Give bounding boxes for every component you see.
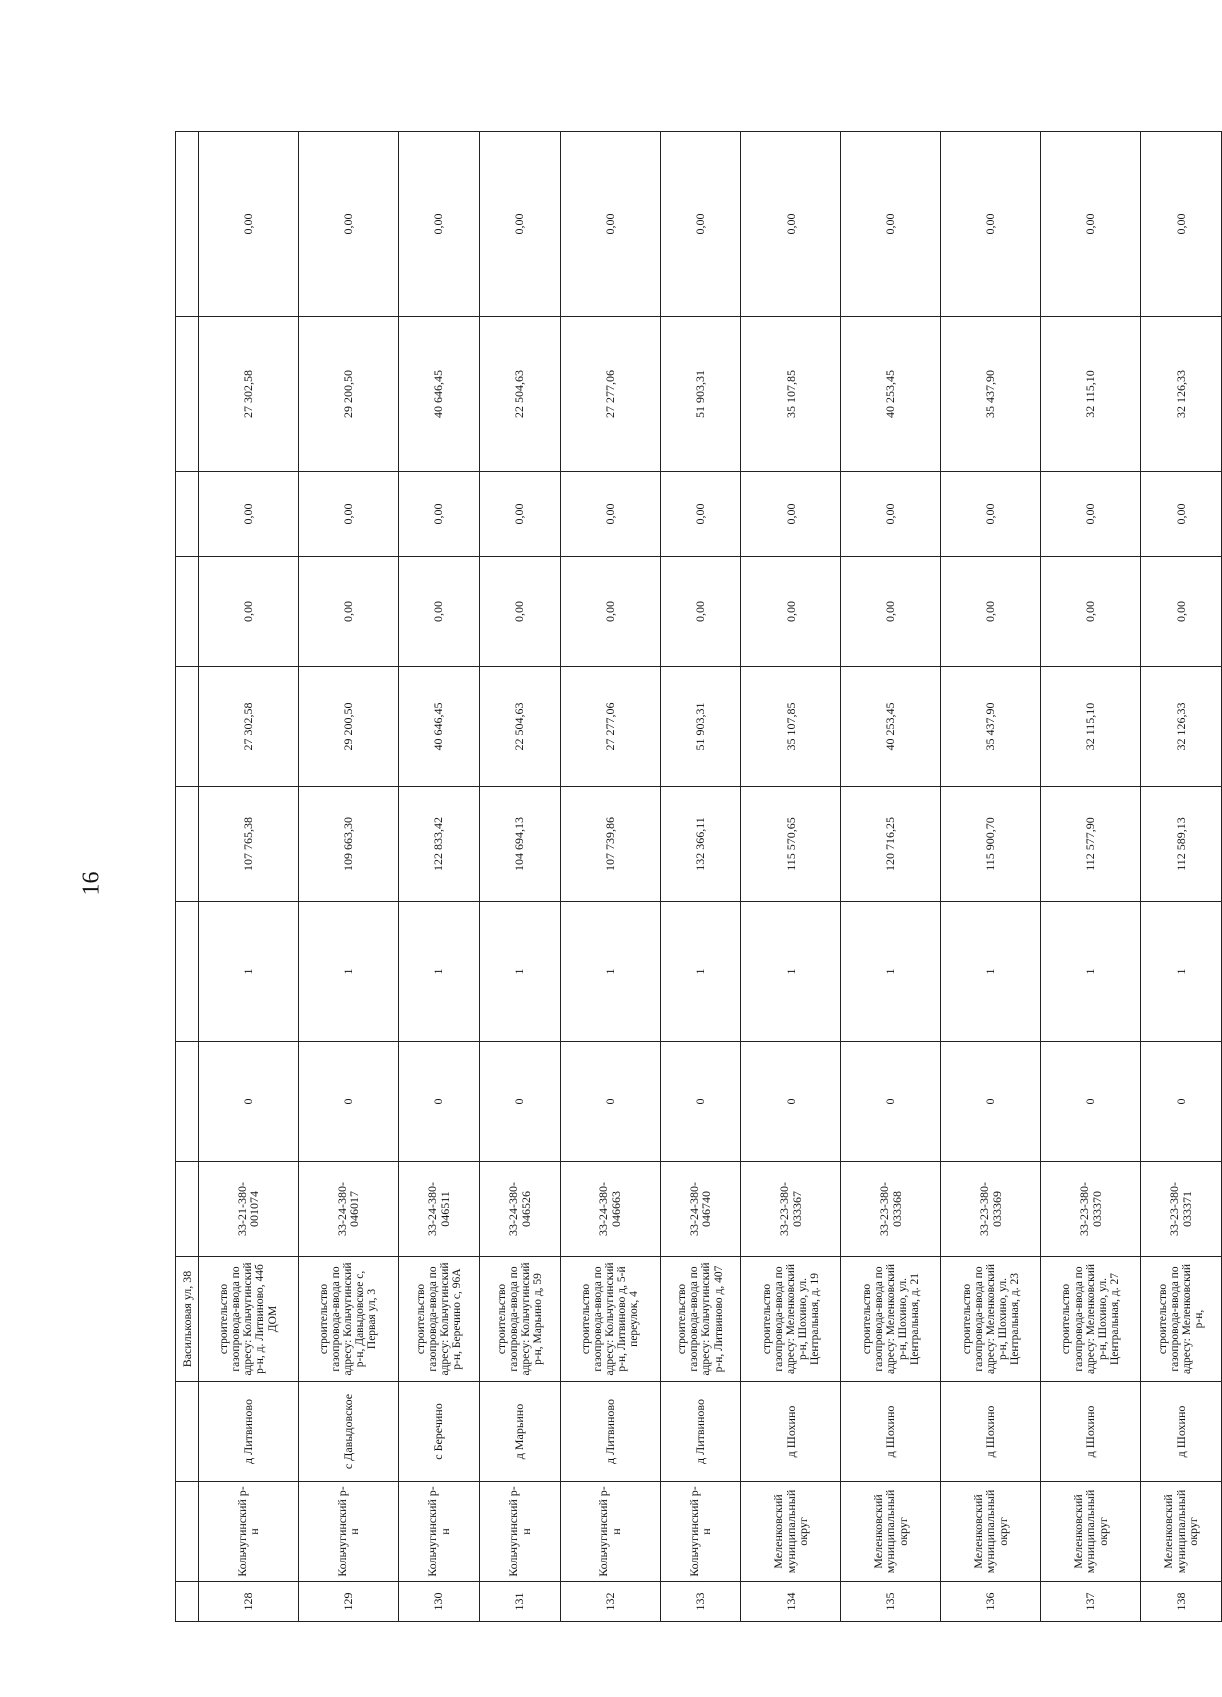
value-cell: 0,00: [199, 132, 299, 317]
value-cell: 0,00: [741, 472, 841, 557]
cost-cell: 104 694,13: [479, 787, 560, 902]
locality-cell: с Давыдовское: [298, 1382, 398, 1482]
locality-cell: д Шохино: [1141, 1382, 1222, 1482]
value-cell: 0,00: [1041, 132, 1141, 317]
district-cell: Меленковский муниципальный округ: [941, 1482, 1041, 1582]
object-code-cell: 33-23-380-033367: [741, 1162, 841, 1257]
object-code-cell: 33-24-380-046663: [560, 1162, 660, 1257]
count-cell: 1: [560, 902, 660, 1042]
count-cell: 1: [298, 902, 398, 1042]
value-cell: 0,00: [560, 472, 660, 557]
value-cell: 0: [298, 1042, 398, 1162]
amount-cell: 22 504,63: [479, 667, 560, 787]
value-cell: 0,00: [199, 557, 299, 667]
value-cell: 0,00: [479, 132, 560, 317]
value-cell: 0,00: [298, 132, 398, 317]
work-description-cell: строительство газопровода-ввода по адресу: Меленковский р-н,: [1141, 1257, 1222, 1382]
value-cell: 0,00: [560, 132, 660, 317]
row-number-cell: 130: [398, 1582, 479, 1622]
cost-cell: 109 663,30: [298, 787, 398, 902]
value-cell: 0,00: [660, 557, 741, 667]
cost-cell: 115 900,70: [941, 787, 1041, 902]
amount-cell: 22 504,63: [479, 317, 560, 472]
district-cell: Меленковский муниципальный округ: [741, 1482, 841, 1582]
row-number-cell: 131: [479, 1582, 560, 1622]
locality-cell: д Шохино: [741, 1382, 841, 1482]
value-cell: 0,00: [1141, 472, 1222, 557]
cost-cell: 112 577,90: [1041, 787, 1141, 902]
value-cell: 0,00: [1041, 472, 1141, 557]
work-description-cell: строительство газопровода-ввода по адресу: Кольчугинский р-н, Литвиново д, 5-й переулок, 4: [560, 1257, 660, 1382]
amount-cell: 51 903,31: [660, 667, 741, 787]
value-cell: 0: [560, 1042, 660, 1162]
district-cell: Кольчугинский р-н: [479, 1482, 560, 1582]
count-cell: 1: [660, 902, 741, 1042]
work-description-cell: строительство газопровода-ввода по адресу: Кольчугинский р-н, Давыдовское с, Первая ул, 3: [298, 1257, 398, 1382]
value-cell: 0: [941, 1042, 1041, 1162]
work-description-cell: строительство газопровода-ввода по адресу: Меленковский р-н, Шохино, ул. Центральная, д. 19: [741, 1257, 841, 1382]
continued-address-cell: Васильковая ул, 38: [176, 1257, 199, 1382]
amount-cell: 35 107,85: [741, 317, 841, 472]
district-cell: Кольчугинский р-н: [660, 1482, 741, 1582]
table-row: [660, 132, 741, 1622]
work-description-cell: строительство газопровода-ввода по адресу: Кольчугинский р-н, Марьино д, 59: [479, 1257, 560, 1382]
cost-cell: 112 589,13: [1141, 787, 1222, 902]
amount-cell: 32 126,33: [1141, 317, 1222, 472]
value-cell: 0,00: [398, 472, 479, 557]
cost-cell: 120 716,25: [841, 787, 941, 902]
locality-cell: д Литвиново: [660, 1382, 741, 1482]
value-cell: 0,00: [660, 472, 741, 557]
amount-cell: 29 200,50: [298, 317, 398, 472]
object-code-cell: 33-24-380-046740: [660, 1162, 741, 1257]
row-number-cell: 134: [741, 1582, 841, 1622]
value-cell: 0: [1041, 1042, 1141, 1162]
table-row: [1041, 132, 1141, 1622]
locality-cell: д Шохино: [941, 1382, 1041, 1482]
value-cell: 0,00: [479, 557, 560, 667]
value-cell: 0,00: [841, 132, 941, 317]
table-row: [199, 132, 299, 1622]
count-cell: 1: [398, 902, 479, 1042]
amount-cell: 32 126,33: [1141, 667, 1222, 787]
amount-cell: 40 253,45: [841, 667, 941, 787]
cost-cell: 132 366,11: [660, 787, 741, 902]
value-cell: 0: [1141, 1042, 1222, 1162]
rotated-table-wrapper: [175, 132, 1222, 1622]
object-code-cell: 33-24-380-046511: [398, 1162, 479, 1257]
amount-cell: 27 302,58: [199, 317, 299, 472]
cost-cell: 107 739,86: [560, 787, 660, 902]
amount-cell: 27 277,06: [560, 317, 660, 472]
value-cell: 0,00: [741, 557, 841, 667]
object-code-cell: 33-23-380-033370: [1041, 1162, 1141, 1257]
value-cell: 0,00: [1141, 132, 1222, 317]
locality-cell: д Литвиново: [560, 1382, 660, 1482]
count-cell: 1: [741, 902, 841, 1042]
amount-cell: 35 107,85: [741, 667, 841, 787]
amount-cell: 40 646,45: [398, 667, 479, 787]
table-row: [560, 132, 660, 1622]
gas-pipeline-table: [175, 131, 1222, 1622]
table-row: [941, 132, 1041, 1622]
work-description-cell: строительство газопровода-ввода по адресу: Кольчугинский р-н, Беречино с, 96А: [398, 1257, 479, 1382]
table-row: [741, 132, 841, 1622]
district-cell: Кольчугинский р-н: [560, 1482, 660, 1582]
value-cell: 0,00: [660, 132, 741, 317]
page-number: 16: [78, 871, 105, 896]
table-row: [298, 132, 398, 1622]
object-code-cell: 33-23-380-033369: [941, 1162, 1041, 1257]
cost-cell: 107 765,38: [199, 787, 299, 902]
count-cell: 1: [941, 902, 1041, 1042]
row-number-cell: 137: [1041, 1582, 1141, 1622]
value-cell: 0,00: [941, 472, 1041, 557]
value-cell: 0: [841, 1042, 941, 1162]
count-cell: 1: [1141, 902, 1222, 1042]
amount-cell: 35 437,90: [941, 317, 1041, 472]
work-description-cell: строительство газопровода-ввода по адресу: Меленковский р-н, Шохино, ул. Центральная, д. 27: [1041, 1257, 1141, 1382]
value-cell: 0,00: [941, 132, 1041, 317]
work-description-cell: строительство газопровода-ввода по адресу: Меленковский р-н, Шохино, ул. Центральная, д. 23: [941, 1257, 1041, 1382]
value-cell: 0,00: [199, 472, 299, 557]
row-number-cell: 135: [841, 1582, 941, 1622]
amount-cell: 27 277,06: [560, 667, 660, 787]
table-row: [479, 132, 560, 1622]
value-cell: 0,00: [398, 557, 479, 667]
value-cell: 0,00: [298, 472, 398, 557]
row-number-cell: 129: [298, 1582, 398, 1622]
value-cell: 0: [398, 1042, 479, 1162]
object-code-cell: 33-21-380-001074: [199, 1162, 299, 1257]
value-cell: 0,00: [1041, 557, 1141, 667]
table-row: [398, 132, 479, 1622]
district-cell: Меленковский муниципальный округ: [841, 1482, 941, 1582]
locality-cell: д Шохино: [841, 1382, 941, 1482]
amount-cell: 32 115,10: [1041, 317, 1141, 472]
count-cell: 1: [841, 902, 941, 1042]
locality-cell: с Беречино: [398, 1382, 479, 1482]
amount-cell: 40 646,45: [398, 317, 479, 472]
value-cell: 0,00: [841, 557, 941, 667]
district-cell: Кольчугинский р-н: [199, 1482, 299, 1582]
amount-cell: 29 200,50: [298, 667, 398, 787]
row-number-cell: 128: [199, 1582, 299, 1622]
work-description-cell: строительство газопровода-ввода по адресу: Кольчугинский р-н, Литвиново д, 407: [660, 1257, 741, 1382]
count-cell: 1: [199, 902, 299, 1042]
value-cell: 0,00: [479, 472, 560, 557]
cost-cell: 115 570,65: [741, 787, 841, 902]
amount-cell: 40 253,45: [841, 317, 941, 472]
count-cell: 1: [1041, 902, 1141, 1042]
locality-cell: д Шохино: [1041, 1382, 1141, 1482]
row-number-cell: 133: [660, 1582, 741, 1622]
value-cell: 0,00: [1141, 557, 1222, 667]
value-cell: 0,00: [841, 472, 941, 557]
district-cell: Кольчугинский р-н: [298, 1482, 398, 1582]
district-cell: Кольчугинский р-н: [398, 1482, 479, 1582]
value-cell: 0: [660, 1042, 741, 1162]
amount-cell: 27 302,58: [199, 667, 299, 787]
value-cell: 0,00: [941, 557, 1041, 667]
amount-cell: 32 115,10: [1041, 667, 1141, 787]
locality-cell: д Литвиново: [199, 1382, 299, 1482]
count-cell: 1: [479, 902, 560, 1042]
row-number-cell: 136: [941, 1582, 1041, 1622]
value-cell: 0,00: [560, 557, 660, 667]
locality-cell: д Марьино: [479, 1382, 560, 1482]
district-cell: Меленковский муниципальный округ: [1041, 1482, 1141, 1582]
value-cell: 0: [199, 1042, 299, 1162]
object-code-cell: 33-23-380-033371: [1141, 1162, 1222, 1257]
object-code-cell: 33-24-380-046526: [479, 1162, 560, 1257]
value-cell: 0,00: [398, 132, 479, 317]
value-cell: 0,00: [298, 557, 398, 667]
object-code-cell: 33-24-380-046017: [298, 1162, 398, 1257]
table-row: [841, 132, 941, 1622]
value-cell: 0: [741, 1042, 841, 1162]
object-code-cell: 33-23-380-033368: [841, 1162, 941, 1257]
row-number-cell: 132: [560, 1582, 660, 1622]
value-cell: 0,00: [741, 132, 841, 317]
value-cell: 0: [479, 1042, 560, 1162]
row-number-cell: 138: [1141, 1582, 1222, 1622]
district-cell: Меленковский муниципальный округ: [1141, 1482, 1222, 1582]
continued-row: [176, 132, 199, 1622]
amount-cell: 35 437,90: [941, 667, 1041, 787]
work-description-cell: строительство газопровода-ввода по адресу: Кольчугинский р-н, д. Литвиново, 44б ДОМ: [199, 1257, 299, 1382]
amount-cell: 51 903,31: [660, 317, 741, 472]
table-row: [1141, 132, 1222, 1622]
cost-cell: 122 833,42: [398, 787, 479, 902]
work-description-cell: строительство газопровода-ввода по адресу: Меленковский р-н, Шохино, ул. Центральная, д. 21: [841, 1257, 941, 1382]
